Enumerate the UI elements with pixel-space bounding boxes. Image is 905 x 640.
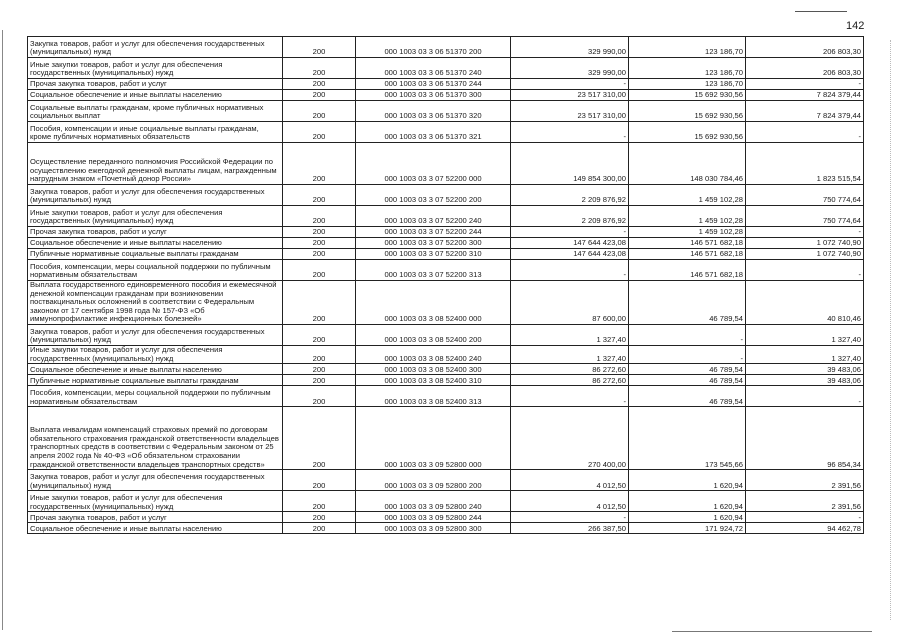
row-remainder-cell: 1 823 515,54 [746,143,864,185]
row-fact-cell: 123 186,70 [629,79,746,90]
row-code-cell: 200 [283,523,356,534]
table-row [28,37,864,58]
row-remainder-cell: - [746,512,864,523]
row-fact-cell: 146 571 682,18 [629,249,746,260]
table-row [28,122,864,143]
table-row [28,249,864,260]
row-code-cell: 200 [283,249,356,260]
row-remainder-cell: 39 483,06 [746,375,864,386]
table-row [28,90,864,101]
row-fact-cell: 1 459 102,28 [629,206,746,227]
row-remainder-cell: 206 803,30 [746,58,864,79]
footer-rule [672,631,872,632]
table-row [28,470,864,491]
row-kbk-cell: 000 1003 03 3 07 52200 313 [356,260,511,281]
row-kbk-cell: 000 1003 03 3 09 52800 244 [356,512,511,523]
table-row [28,143,864,185]
row-fact-cell: 173 545,66 [629,407,746,470]
table-row [28,523,864,534]
row-plan-cell: 86 272,60 [511,375,629,386]
row-code-cell: 200 [283,58,356,79]
header-rule [795,11,847,12]
table-row [28,101,864,122]
row-code-cell: 200 [283,37,356,58]
row-code-cell: 200 [283,90,356,101]
row-fact-cell: 123 186,70 [629,58,746,79]
row-remainder-cell: - [746,260,864,281]
row-fact-cell: 46 789,54 [629,375,746,386]
row-remainder-cell: - [746,386,864,407]
row-name-cell: Публичные нормативные социальные выплаты гражданам [28,249,283,260]
table-row [28,206,864,227]
row-name-cell: Социальное обеспечение и иные выплаты населению [28,238,283,249]
row-kbk-cell: 000 1003 03 3 07 52200 000 [356,143,511,185]
table-row [28,407,864,470]
row-plan-cell: 329 990,00 [511,58,629,79]
row-kbk-cell: 000 1003 03 3 08 52400 313 [356,386,511,407]
row-code-cell: 200 [283,386,356,407]
row-code-cell: 200 [283,345,356,363]
row-kbk-cell: 000 1003 03 3 07 52200 200 [356,185,511,206]
row-plan-cell: - [511,79,629,90]
row-fact-cell: 1 620,94 [629,512,746,523]
row-plan-cell: 86 272,60 [511,364,629,375]
row-name-cell: Социальные выплаты гражданам, кроме публичных нормативных социальных выплат [28,101,283,122]
row-remainder-cell: 1 072 740,90 [746,238,864,249]
row-kbk-cell: 000 1003 03 3 08 52400 300 [356,364,511,375]
row-plan-cell: 4 012,50 [511,491,629,512]
row-name-cell: Закупка товаров, работ и услуг для обеспечения государственных (муниципальных) нужд [28,470,283,491]
row-kbk-cell: 000 1003 03 3 06 51370 244 [356,79,511,90]
table-row [28,185,864,206]
row-plan-cell: 87 600,00 [511,281,629,325]
row-remainder-cell: 96 854,34 [746,407,864,470]
row-name-cell: Выплата государственного единовременного пособия и ежемесячной денежной компенсации гражданам при возникновении поствакцинальных осложнений в соответствии с Федеральным законом от 17 сентября 1998 года № 157-ФЗ «Об иммунопрофилактике инфекционных болезней» [28,281,283,325]
row-remainder-cell: - [746,227,864,238]
row-fact-cell: 146 571 682,18 [629,238,746,249]
row-remainder-cell: 750 774,64 [746,206,864,227]
row-plan-cell: 2 209 876,92 [511,185,629,206]
row-name-cell: Иные закупки товаров, работ и услуг для обеспечения государственных (муниципальных) нужд [28,491,283,512]
row-fact-cell: 1 459 102,28 [629,227,746,238]
row-plan-cell: - [511,512,629,523]
table-row [28,364,864,375]
row-code-cell: 200 [283,101,356,122]
row-code-cell: 200 [283,185,356,206]
row-name-cell: Социальное обеспечение и иные выплаты населению [28,364,283,375]
row-kbk-cell: 000 1003 03 3 09 52800 000 [356,407,511,470]
table-row [28,386,864,407]
row-name-cell: Пособия, компенсации и иные социальные выплаты гражданам, кроме публичных нормативных обязательств [28,122,283,143]
row-kbk-cell: 000 1003 03 3 08 52400 000 [356,281,511,325]
row-fact-cell: 1 459 102,28 [629,185,746,206]
row-fact-cell: 171 924,72 [629,523,746,534]
table-row [28,58,864,79]
row-name-cell: Прочая закупка товаров, работ и услуг [28,512,283,523]
table-row [28,345,864,363]
row-code-cell: 200 [283,470,356,491]
row-plan-cell: 149 854 300,00 [511,143,629,185]
row-fact-cell: 15 692 930,56 [629,101,746,122]
row-kbk-cell: 000 1003 03 3 08 52400 310 [356,375,511,386]
row-remainder-cell: 1 327,40 [746,324,864,345]
table-row [28,281,864,325]
row-remainder-cell: 2 391,56 [746,470,864,491]
row-remainder-cell: 7 824 379,44 [746,101,864,122]
row-fact-cell: 148 030 784,46 [629,143,746,185]
row-name-cell: Осуществление переданного полномочия Российской Федерации по осуществлению ежегодной денежной выплаты лицам, награжденным нагрудным знаком «Почетный донор России» [28,143,283,185]
row-plan-cell: 329 990,00 [511,37,629,58]
row-name-cell: Закупка товаров, работ и услуг для обеспечения государственных (муниципальных) нужд [28,185,283,206]
page-right-edge [890,40,897,620]
row-plan-cell: 2 209 876,92 [511,206,629,227]
row-remainder-cell: 39 483,06 [746,364,864,375]
row-plan-cell: 1 327,40 [511,324,629,345]
row-plan-cell: 23 517 310,00 [511,101,629,122]
row-kbk-cell: 000 1003 03 3 08 52400 240 [356,345,511,363]
row-name-cell: Социальное обеспечение и иные выплаты населению [28,523,283,534]
row-kbk-cell: 000 1003 03 3 09 52800 200 [356,470,511,491]
row-plan-cell: 147 644 423,08 [511,249,629,260]
row-code-cell: 200 [283,375,356,386]
table-body [28,37,864,534]
row-code-cell: 200 [283,407,356,470]
row-fact-cell: 123 186,70 [629,37,746,58]
row-plan-cell: 4 012,50 [511,470,629,491]
row-code-cell: 200 [283,206,356,227]
row-remainder-cell: 94 462,78 [746,523,864,534]
row-kbk-cell: 000 1003 03 3 07 52200 300 [356,238,511,249]
row-name-cell: Прочая закупка товаров, работ и услуг [28,227,283,238]
row-fact-cell: - [629,324,746,345]
row-name-cell: Социальное обеспечение и иные выплаты населению [28,90,283,101]
row-code-cell: 200 [283,324,356,345]
row-kbk-cell: 000 1003 03 3 09 52800 300 [356,523,511,534]
row-code-cell: 200 [283,491,356,512]
row-kbk-cell: 000 1003 03 3 06 51370 320 [356,101,511,122]
row-code-cell: 200 [283,227,356,238]
row-code-cell: 200 [283,238,356,249]
row-fact-cell: 15 692 930,56 [629,122,746,143]
table-row [28,512,864,523]
row-code-cell: 200 [283,364,356,375]
row-fact-cell: 15 692 930,56 [629,90,746,101]
row-fact-cell: 46 789,54 [629,364,746,375]
row-plan-cell: - [511,260,629,281]
row-kbk-cell: 000 1003 03 3 07 52200 244 [356,227,511,238]
row-plan-cell: - [511,227,629,238]
row-plan-cell: 1 327,40 [511,345,629,363]
row-fact-cell: 1 620,94 [629,470,746,491]
row-kbk-cell: 000 1003 03 3 06 51370 321 [356,122,511,143]
row-kbk-cell: 000 1003 03 3 07 52200 310 [356,249,511,260]
row-remainder-cell: 2 391,56 [746,491,864,512]
row-fact-cell: 146 571 682,18 [629,260,746,281]
row-remainder-cell: 1 327,40 [746,345,864,363]
budget-execution-table [27,36,864,534]
page-left-edge [2,30,3,630]
page-number: 142 [846,20,865,32]
table-row [28,491,864,512]
row-code-cell: 200 [283,122,356,143]
row-kbk-cell: 000 1003 03 3 08 52400 200 [356,324,511,345]
table-row [28,260,864,281]
table-row [28,375,864,386]
row-remainder-cell: 1 072 740,90 [746,249,864,260]
row-remainder-cell: 7 824 379,44 [746,90,864,101]
row-plan-cell: - [511,386,629,407]
row-name-cell: Иные закупки товаров, работ и услуг для обеспечения государственных (муниципальных) нужд [28,206,283,227]
row-kbk-cell: 000 1003 03 3 06 51370 200 [356,37,511,58]
row-fact-cell: 46 789,54 [629,386,746,407]
row-code-cell: 200 [283,143,356,185]
row-name-cell: Пособия, компенсации, меры социальной поддержки по публичным нормативным обязательствам [28,386,283,407]
row-plan-cell: 147 644 423,08 [511,238,629,249]
table-row [28,79,864,90]
row-code-cell: 200 [283,512,356,523]
row-name-cell: Выплата инвалидам компенсаций страховых премий по договорам обязательного страхования гражданской ответственности владельцев транспортных средств в соответствии с Федеральным законом от 25 апреля 2002 года № 40-ФЗ «Об обязательном страховании гражданской ответственности владельцев транспортных средств» [28,407,283,470]
row-name-cell: Закупка товаров, работ и услуг для обеспечения государственных (муниципальных) нужд [28,324,283,345]
row-remainder-cell: 750 774,64 [746,185,864,206]
row-name-cell: Пособия, компенсации, меры социальной поддержки по публичным нормативным обязательствам [28,260,283,281]
row-plan-cell: 266 387,50 [511,523,629,534]
row-code-cell: 200 [283,260,356,281]
row-plan-cell: - [511,122,629,143]
row-remainder-cell: 40 810,46 [746,281,864,325]
row-name-cell: Иные закупки товаров, работ и услуг для обеспечения государственных (муниципальных) нужд [28,345,283,363]
table-row [28,324,864,345]
row-fact-cell: 1 620,94 [629,491,746,512]
row-kbk-cell: 000 1003 03 3 06 51370 240 [356,58,511,79]
row-remainder-cell: - [746,122,864,143]
row-name-cell: Публичные нормативные социальные выплаты гражданам [28,375,283,386]
row-fact-cell: 46 789,54 [629,281,746,325]
row-kbk-cell: 000 1003 03 3 09 52800 240 [356,491,511,512]
row-name-cell: Закупка товаров, работ и услуг для обеспечения государственных (муниципальных) нужд [28,37,283,58]
row-remainder-cell: 206 803,30 [746,37,864,58]
row-remainder-cell: - [746,79,864,90]
row-plan-cell: 270 400,00 [511,407,629,470]
row-code-cell: 200 [283,281,356,325]
row-code-cell: 200 [283,79,356,90]
table-row [28,227,864,238]
row-fact-cell: - [629,345,746,363]
row-plan-cell: 23 517 310,00 [511,90,629,101]
row-name-cell: Прочая закупка товаров, работ и услуг [28,79,283,90]
row-name-cell: Иные закупки товаров, работ и услуг для обеспечения государственных (муниципальных) нужд [28,58,283,79]
row-kbk-cell: 000 1003 03 3 07 52200 240 [356,206,511,227]
row-kbk-cell: 000 1003 03 3 06 51370 300 [356,90,511,101]
table-row [28,238,864,249]
